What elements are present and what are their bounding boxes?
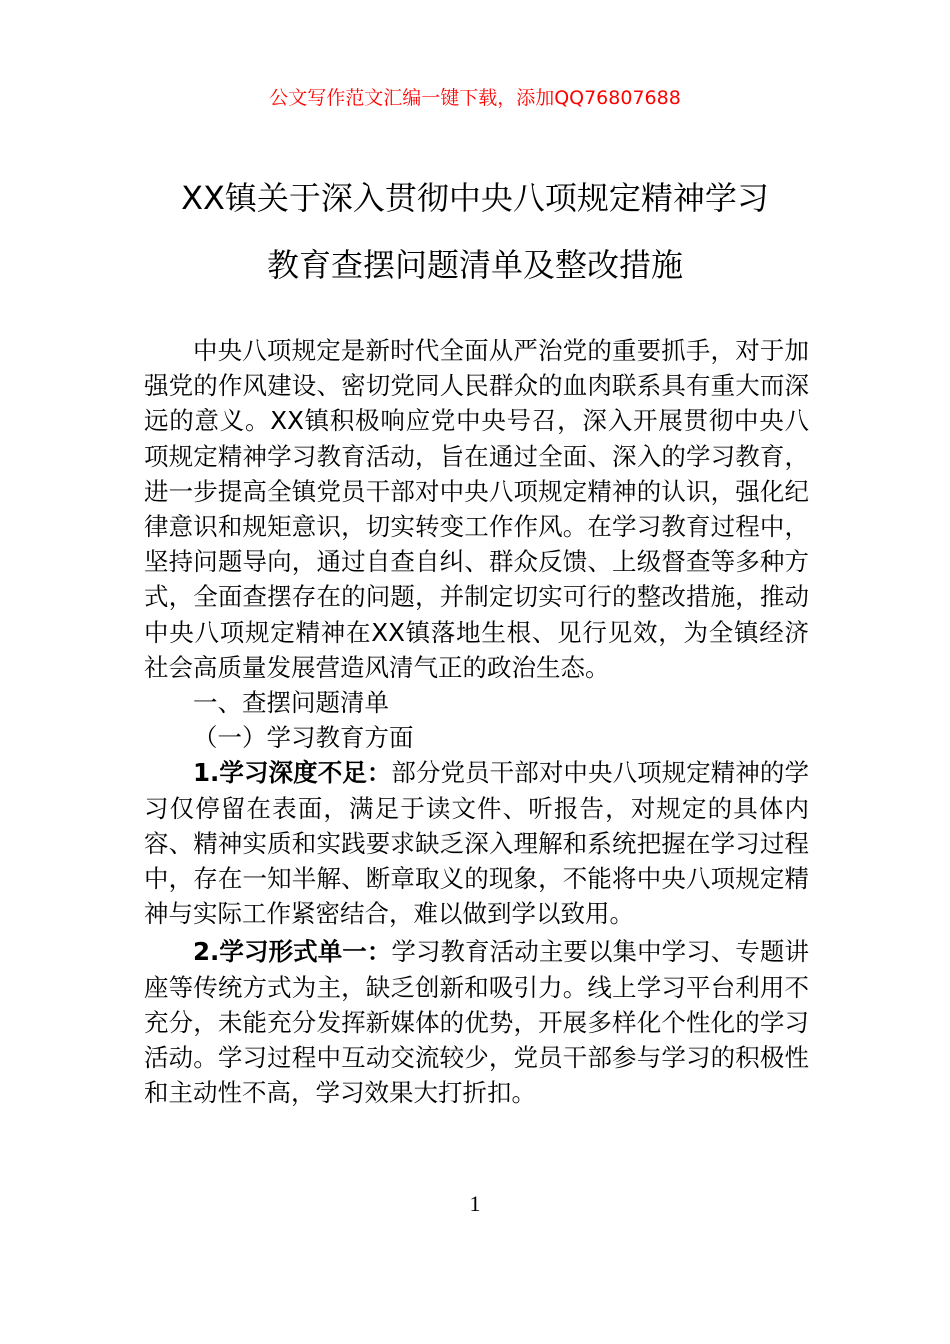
document-body — [144, 333, 809, 1110]
intro-paragraph: 中央八项规定是新时代全面从严治党的重要抓手，对于加强党的作风建设、密切党同人民群众的血肉联系具有重大而深远的意义。XX镇积极响应党中央号召，深入开展贯彻中央八项规定精神学习教育活动，旨在通过全面、深入的学习教育，进一步提高全镇党员干部对中央八项规定精神的认识，强化纪律意识和规矩意识，切实转变工作作风。在学习教育过程中，坚持问题导向，通过自查自纠、群众反馈、上级督查等多种方式，全面查摆存在的问题，并制定切实可行的整改措施，推动中央八项规定精神在XX镇落地生根、见行见效，为全镇经济社会高质量发展营造风清气正的政治生态。 — [144, 336, 809, 682]
download-promo-note: 公文写作范文汇编一键下载，添加QQ76807688 — [269, 87, 681, 109]
problem-item-1 — [144, 755, 809, 931]
section-heading-1: 一、查摆问题清单 — [193, 688, 389, 718]
problem-item-2-lead: 2.学习形式单一： — [193, 937, 392, 967]
problem-item-1-text: 部分党员干部对中央八项规定精神的学习仅停留在表面，满足于读文件、听报告，对规定的具体内容、精神实质和实践要求缺乏深入理解和系统把握在学习过程中，存在一知半解、断章取义的现象，不能将中央八项规定精神与实际工作紧密结合，难以做到学以致用。 — [144, 758, 809, 929]
document-title-line-2: 教育查摆问题清单及整改措施 — [266, 246, 683, 284]
problem-item-2 — [144, 934, 809, 1110]
problem-item-1-lead: 1.学习深度不足： — [193, 758, 392, 788]
subsection-heading-1: （一）学习教育方面 — [193, 723, 414, 753]
document-title-line-1: XX镇关于深入贯彻中央八项规定精神学习 — [181, 179, 769, 217]
page-number: 1 — [469, 1191, 481, 1216]
problem-item-2-text: 学习教育活动主要以集中学习、专题讲座等传统方式为主，缺乏创新和吸引力。线上学习平台利用不充分，未能充分发挥新媒体的优势，开展多样化个性化的学习活动。学习过程中互动交流较少，党员干部参与学习的积极性和主动性不高，学习效果大打折扣。 — [144, 937, 809, 1108]
